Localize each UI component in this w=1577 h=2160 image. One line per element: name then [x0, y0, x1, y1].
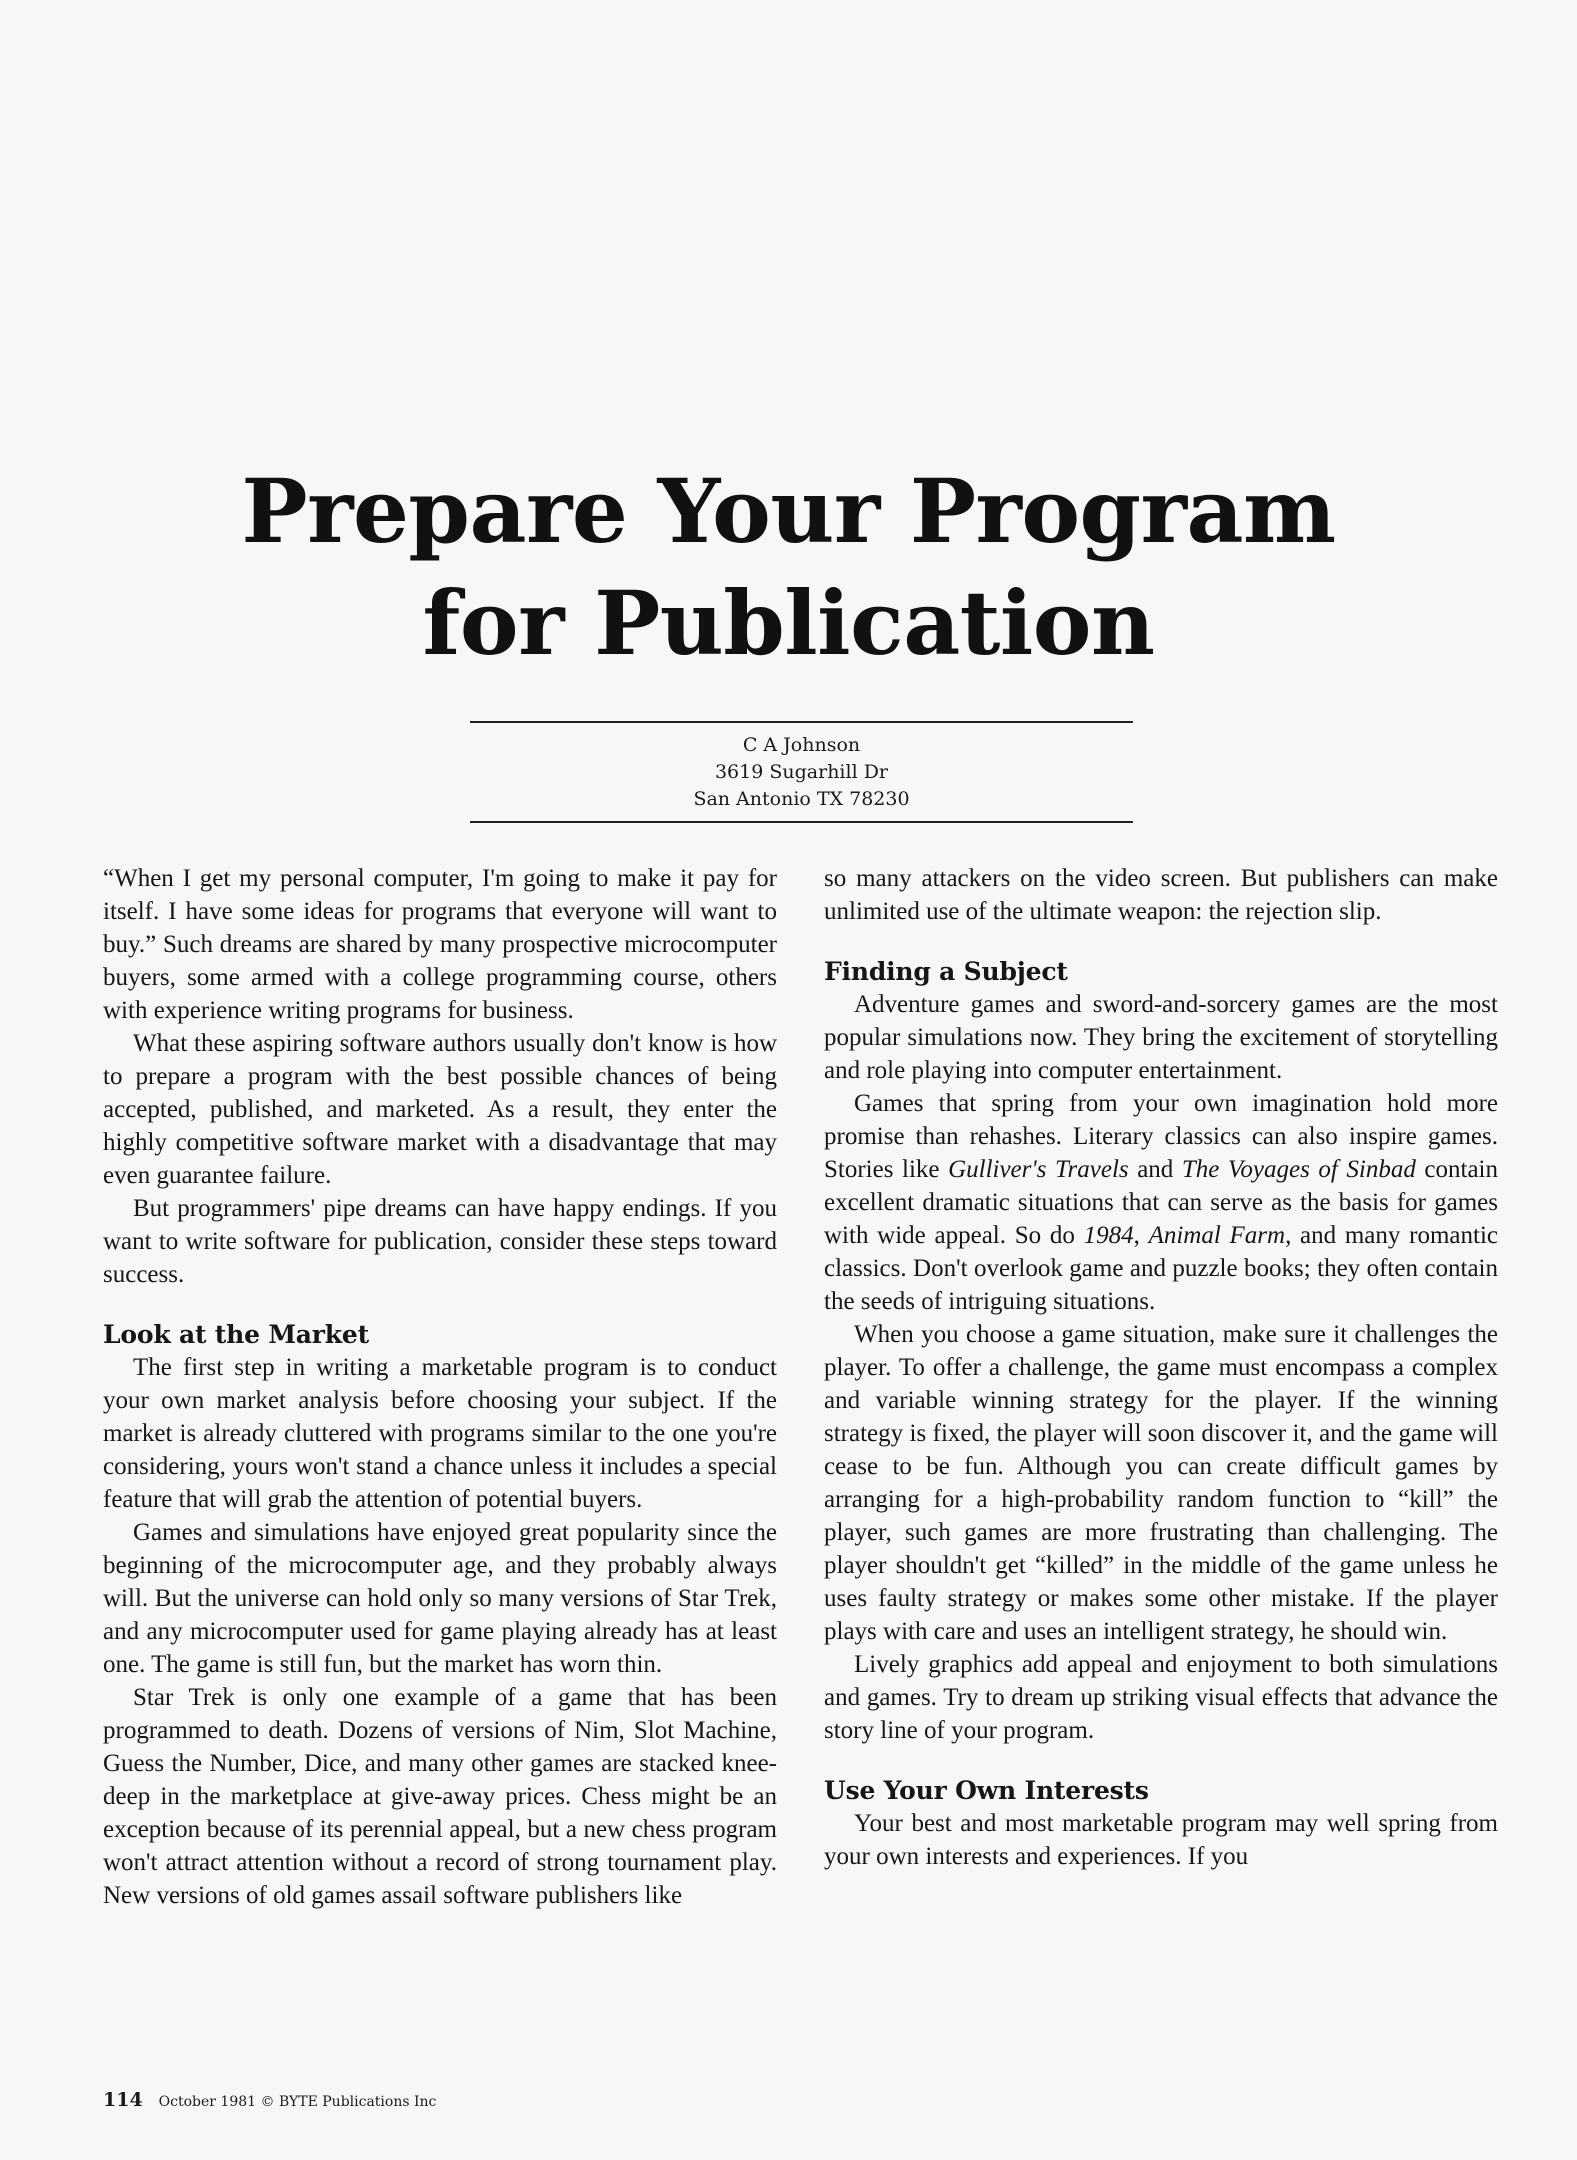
- paragraph: Lively graphics add appeal and enjoyment to both simulations and games. Try to dream up striking visual effects that advance the story line of your program.: [824, 1651, 1498, 1744]
- author-name: C A Johnson: [742, 734, 861, 756]
- author-byline: [470, 732, 1133, 813]
- text-run: , and many romantic classics. Don't overlook game and puzzle books; they often contain the seeds of intriguing situations.: [824, 1222, 1498, 1315]
- book-title-animal-farm: Animal Farm: [1148, 1222, 1286, 1249]
- paragraph: The first step in writing a marketable program is to conduct your own market analysis before choosing your subject. If the market is already cluttered with programs similar to the one you're considering, yours won't stand a chance unless it includes a special feature that will grab the attention of potential buyers.: [103, 1354, 777, 1513]
- paragraph: [824, 1087, 1498, 1318]
- right-column: [824, 862, 1498, 1873]
- author-street: 3619 Sugarhill Dr: [714, 761, 889, 783]
- page-footer: [103, 2090, 436, 2112]
- paragraph: When you choose a game situation, make sure it challenges the player. To offer a challenge, the game must encompass a complex and variable winning strategy for the player. If the winning strategy is fixed, the player will soon discover it, and the game will cease to be fun. Although you can create difficult games by arranging for a high-probability random function to “kill” the player, such games are more frustrating than challenging. The player shouldn't get “killed” in the middle of the game unless he uses faulty strategy or makes some other mistake. If the player plays with care and uses an intelligent strategy, he should win.: [824, 1321, 1498, 1645]
- paragraph: “When I get my personal computer, I'm going to make it pay for itself. I have some ideas for programs that everyone will want to buy.” Such dreams are shared by many prospective microcomputer buyers, some armed with a college programming course, others with experience writing programs for business.: [103, 865, 777, 1024]
- footer-credit: October 1981 © BYTE Publications Inc: [158, 2094, 437, 2110]
- text-run: and: [1128, 1156, 1182, 1183]
- text-run: contain excellent dramatic situations that can serve as the basis for games with wide appeal. So do: [824, 1156, 1499, 1249]
- text-run: ,: [1133, 1222, 1149, 1249]
- byline-top-rule: [470, 721, 1133, 723]
- book-title-gullivers-travels: Gulliver's Travels: [948, 1156, 1129, 1183]
- byline-bottom-rule: [470, 821, 1133, 823]
- book-title-voyages-of-sinbad: The Voyages of Sinbad: [1181, 1156, 1416, 1183]
- paragraph: Games and simulations have enjoyed great popularity since the beginning of the microcomputer age, and they probably always will. But the universe can hold only so many versions of Star Trek, and any microcomputer used for game playing already has at least one. The game is still fun, but the market has worn thin.: [103, 1519, 777, 1678]
- title-line-2: for Publication: [422, 571, 1155, 675]
- paragraph: But programmers' pipe dreams can have happy endings. If you want to write software for publication, consider these steps toward success.: [103, 1195, 777, 1288]
- paragraph: What these aspiring software authors usually don't know is how to prepare a program with the best possible chances of being accepted, published, and marketed. As a result, they enter the highly competitive software market with a disadvantage that may even guarantee failure.: [103, 1030, 777, 1189]
- paragraph: Star Trek is only one example of a game that has been programmed to death. Dozens of versions of Nim, Slot Machine, Guess the Number, Dice, and many other games are stacked knee-deep in the marketplace at give-away prices. Chess might be an exception because of its perennial appeal, but a new chess program won't attract attention without a record of strong tournament play. New versions of old games assail software publishers like: [103, 1684, 777, 1909]
- section-heading-use-your-own-interests: Use Your Own Interests: [824, 1776, 1149, 1805]
- paragraph: so many attackers on the video screen. But publishers can make unlimited use of the ultimate weapon: the rejection slip.: [824, 865, 1498, 925]
- paragraph: Your best and most marketable program may well spring from your own interests and experiences. If you: [824, 1810, 1498, 1870]
- book-title-1984: 1984: [1083, 1222, 1134, 1249]
- left-column: [103, 862, 777, 1912]
- title-line-1: Prepare Your Program: [241, 459, 1336, 563]
- text-run: Games that spring from your own imagination hold more promise than rehashes. Literary classics can also inspire games. Stories like: [824, 1090, 1498, 1183]
- section-heading-look-at-the-market: Look at the Market: [103, 1320, 369, 1349]
- article-title: [0, 455, 1577, 679]
- section-heading-finding-a-subject: Finding a Subject: [824, 957, 1068, 986]
- paragraph: Adventure games and sword-and-sorcery games are the most popular simulations now. They bring the excitement of storytelling and role playing into computer entertainment.: [824, 991, 1498, 1084]
- page-number: 114: [103, 2089, 143, 2111]
- author-city: San Antonio TX 78230: [693, 788, 910, 810]
